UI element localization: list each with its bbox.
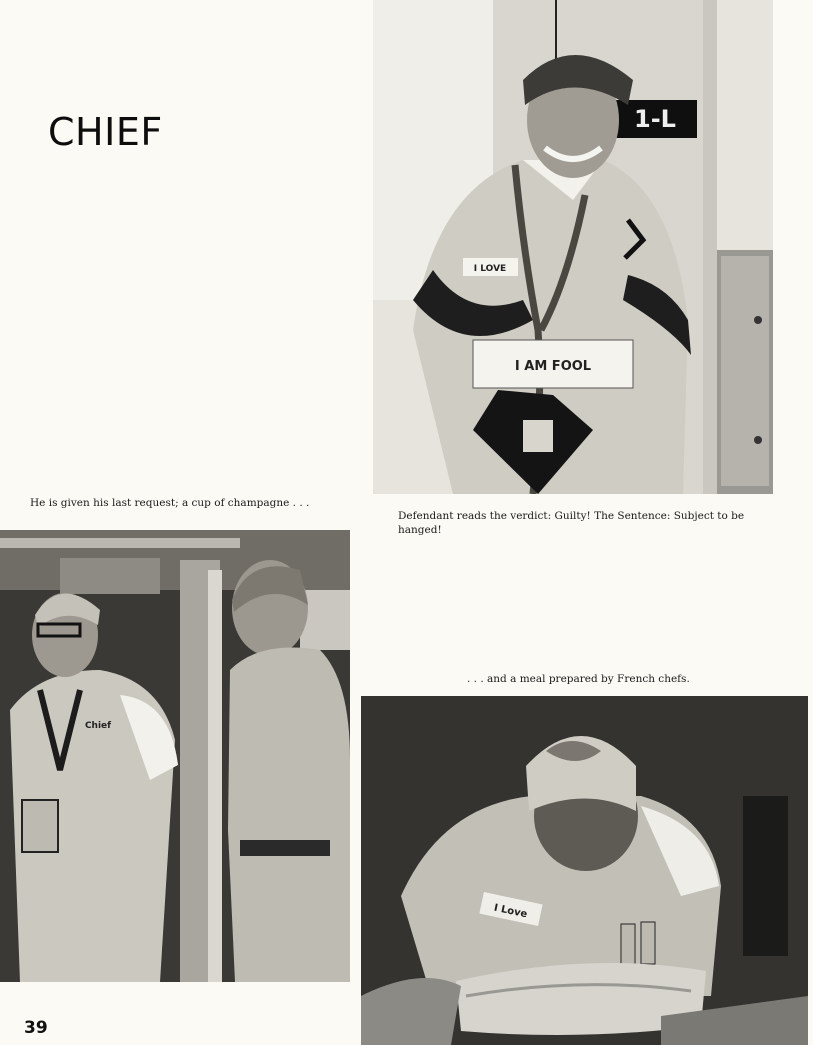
sign-board-text: I AM FOOL [514,359,592,374]
photo-defendant-with-noose-image [373,0,773,494]
photo-french-meal [361,696,808,1045]
page-number: 39 [24,1018,48,1038]
caption-meal: . . . and a meal prepared by French chefs. [467,673,690,685]
meal-tag-text: I Love [492,902,529,921]
photo-champagne-request-image [0,530,350,982]
chest-tag-text: I LOVE [473,264,507,274]
vest-tag-text: Chief [84,721,112,731]
door-sign-text: 1-L [634,105,676,133]
photo-champagne-request [0,530,350,982]
page-heading: CHIEF [48,110,163,154]
caption-champagne: He is given his last request; a cup of champagne . . . [30,497,310,509]
photo-french-meal-image [361,696,808,1045]
photo-defendant-with-noose [373,0,773,494]
caption-verdict: Defendant reads the verdict: Guilty! The Sentence: Subject to be hanged! [398,510,745,536]
